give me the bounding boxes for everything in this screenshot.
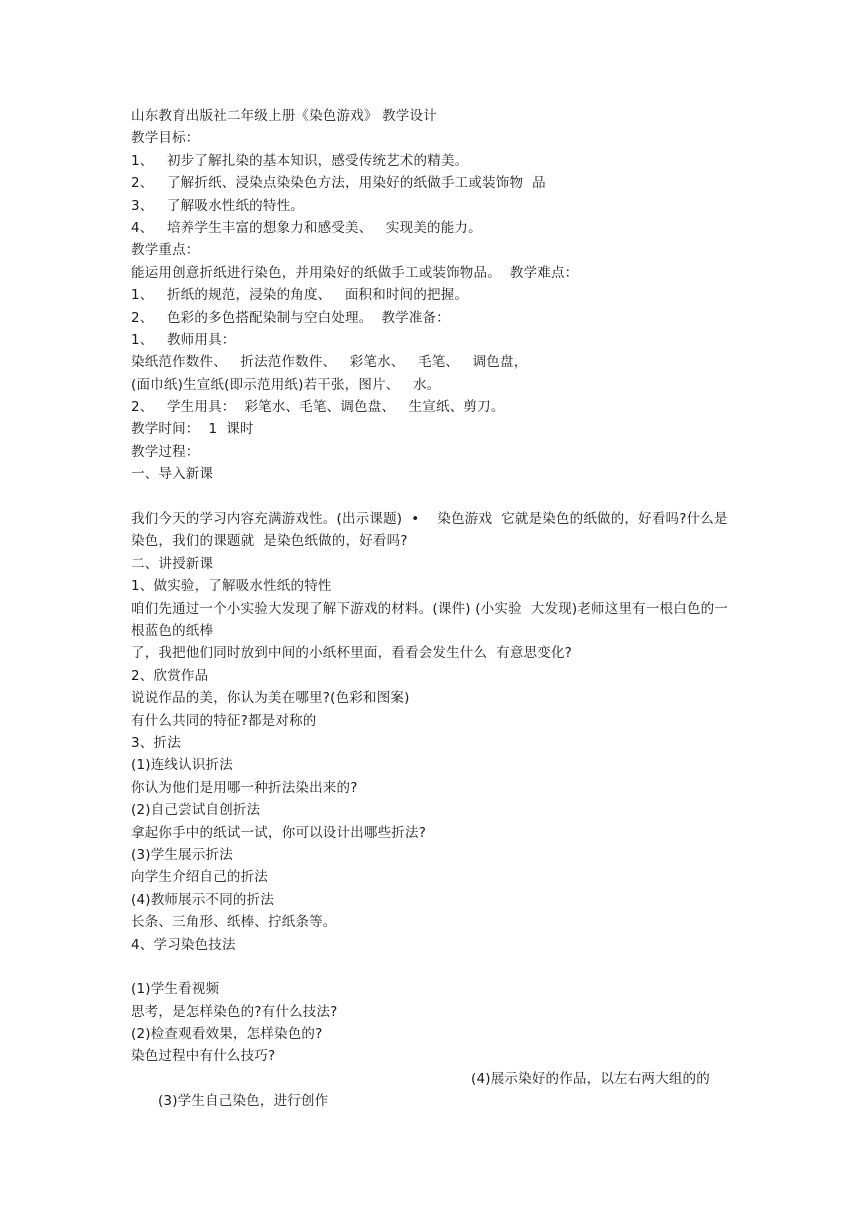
step-text: (1)连线认识折法 — [131, 757, 233, 774]
step-text: (2)自己尝试自创折法 — [131, 802, 261, 819]
goal-item: 2、 了解折纸、浸染点染染色方法，用染好的纸做手工或装饰物 品 — [131, 175, 546, 192]
step-text: 拿起你手中的纸试一试，你可以设计出哪些折法? — [131, 824, 427, 841]
key-points-text: 能运用创意折纸进行染色，并用染好的纸做手工或装饰物品。 教学难点： — [131, 264, 579, 281]
prep-student: 2、 学生用具： 彩笔水、毛笔、调色盘、 生宣纸、剪刀。 — [131, 399, 505, 416]
step-paragraph: 咱们先通过一个小实验大发现了解下游戏的材料。(课件) (小实验 大发现)老师这里有一根白色的一根蓝色的纸棒 — [131, 600, 729, 640]
step-heading: 2、欣赏作品 — [131, 667, 209, 684]
goal-item: 1、 初步了解扎染的基本知识，感受传统艺术的精美。 — [131, 152, 469, 169]
process-heading: 教学过程： — [131, 443, 200, 460]
teaching-time: 教学时间： 1 课时 — [131, 421, 254, 438]
section-heading: 一、导入新课 — [131, 466, 214, 483]
step-text-right: (4)展示染好的作品，以左右两大组的的 — [471, 1070, 710, 1087]
step-text: 染色过程中有什么技巧? — [131, 1048, 276, 1065]
step-text: 有什么共同的特征?都是对称的 — [131, 712, 317, 729]
goal-item: 4、 培养学生丰富的想象力和感受美、 实现美的能力。 — [131, 219, 482, 236]
step-heading: 4、学习染色技法 — [131, 936, 236, 953]
prep-teacher-items: 染纸范作数件、 折法范作数件、 彩笔水、 毛笔、 调色盘， — [131, 354, 528, 371]
step-heading: 1、做实验，了解吸水性纸的特性 — [131, 578, 332, 595]
step-last-row — [131, 1068, 741, 1110]
difficulty-item: 1、 折纸的规范，浸染的角度、 面积和时间的把握。 — [131, 287, 469, 304]
section-paragraph: 我们今天的学习内容充满游戏性。(出示课题) • 染色游戏 它就是染色的纸做的，好看吗?什么是染色，我们的课题就 是染色纸做的，好看吗? — [131, 511, 728, 550]
step-heading: 3、折法 — [131, 735, 181, 751]
step-text-left: (3)学生自己染色，进行创作 — [157, 1093, 329, 1110]
key-points-heading: 教学重点： — [131, 242, 200, 259]
section-heading: 二、讲授新课 — [131, 555, 214, 572]
goals-heading: 教学目标： — [131, 130, 200, 147]
step-text: (4)教师展示不同的折法 — [131, 891, 275, 908]
step-text: 长条、三角形、纸棒、拧纸条等。 — [131, 914, 337, 931]
step-paragraph: 了，我把他们同时放到中间的小纸杯里面，看看会发生什么 有意思变化? — [131, 645, 573, 662]
document-title: 山东教育出版社二年级上册《染色游戏》 教学设计 — [131, 108, 437, 124]
difficulty-item: 2、 色彩的多色搭配染制与空白处理。 教学准备： — [131, 309, 450, 326]
step-text: (2)检查观看效果，怎样染色的? — [131, 1026, 323, 1043]
prep-teacher-heading: 1、 教师用具： — [131, 331, 236, 348]
step-text: 你认为他们是用哪一种折法染出来的? — [131, 779, 358, 796]
step-text: 思考，是怎样染色的?有什么技法? — [131, 1003, 338, 1020]
step-text: 说说作品的美，你认为美在哪里?(色彩和图案) — [131, 690, 410, 707]
step-text: (1)学生看视频 — [131, 981, 220, 998]
document-body — [131, 105, 741, 1110]
blank-line — [131, 956, 741, 978]
goal-item: 3、 了解吸水性纸的特性。 — [131, 197, 304, 214]
blank-line — [131, 486, 741, 508]
prep-teacher-items: (面巾纸)生宣纸(即示范用纸)若干张，图片、 水。 — [131, 376, 441, 393]
step-text: (3)学生展示折法 — [131, 846, 233, 863]
step-text: 向学生介绍自己的折法 — [131, 869, 268, 886]
